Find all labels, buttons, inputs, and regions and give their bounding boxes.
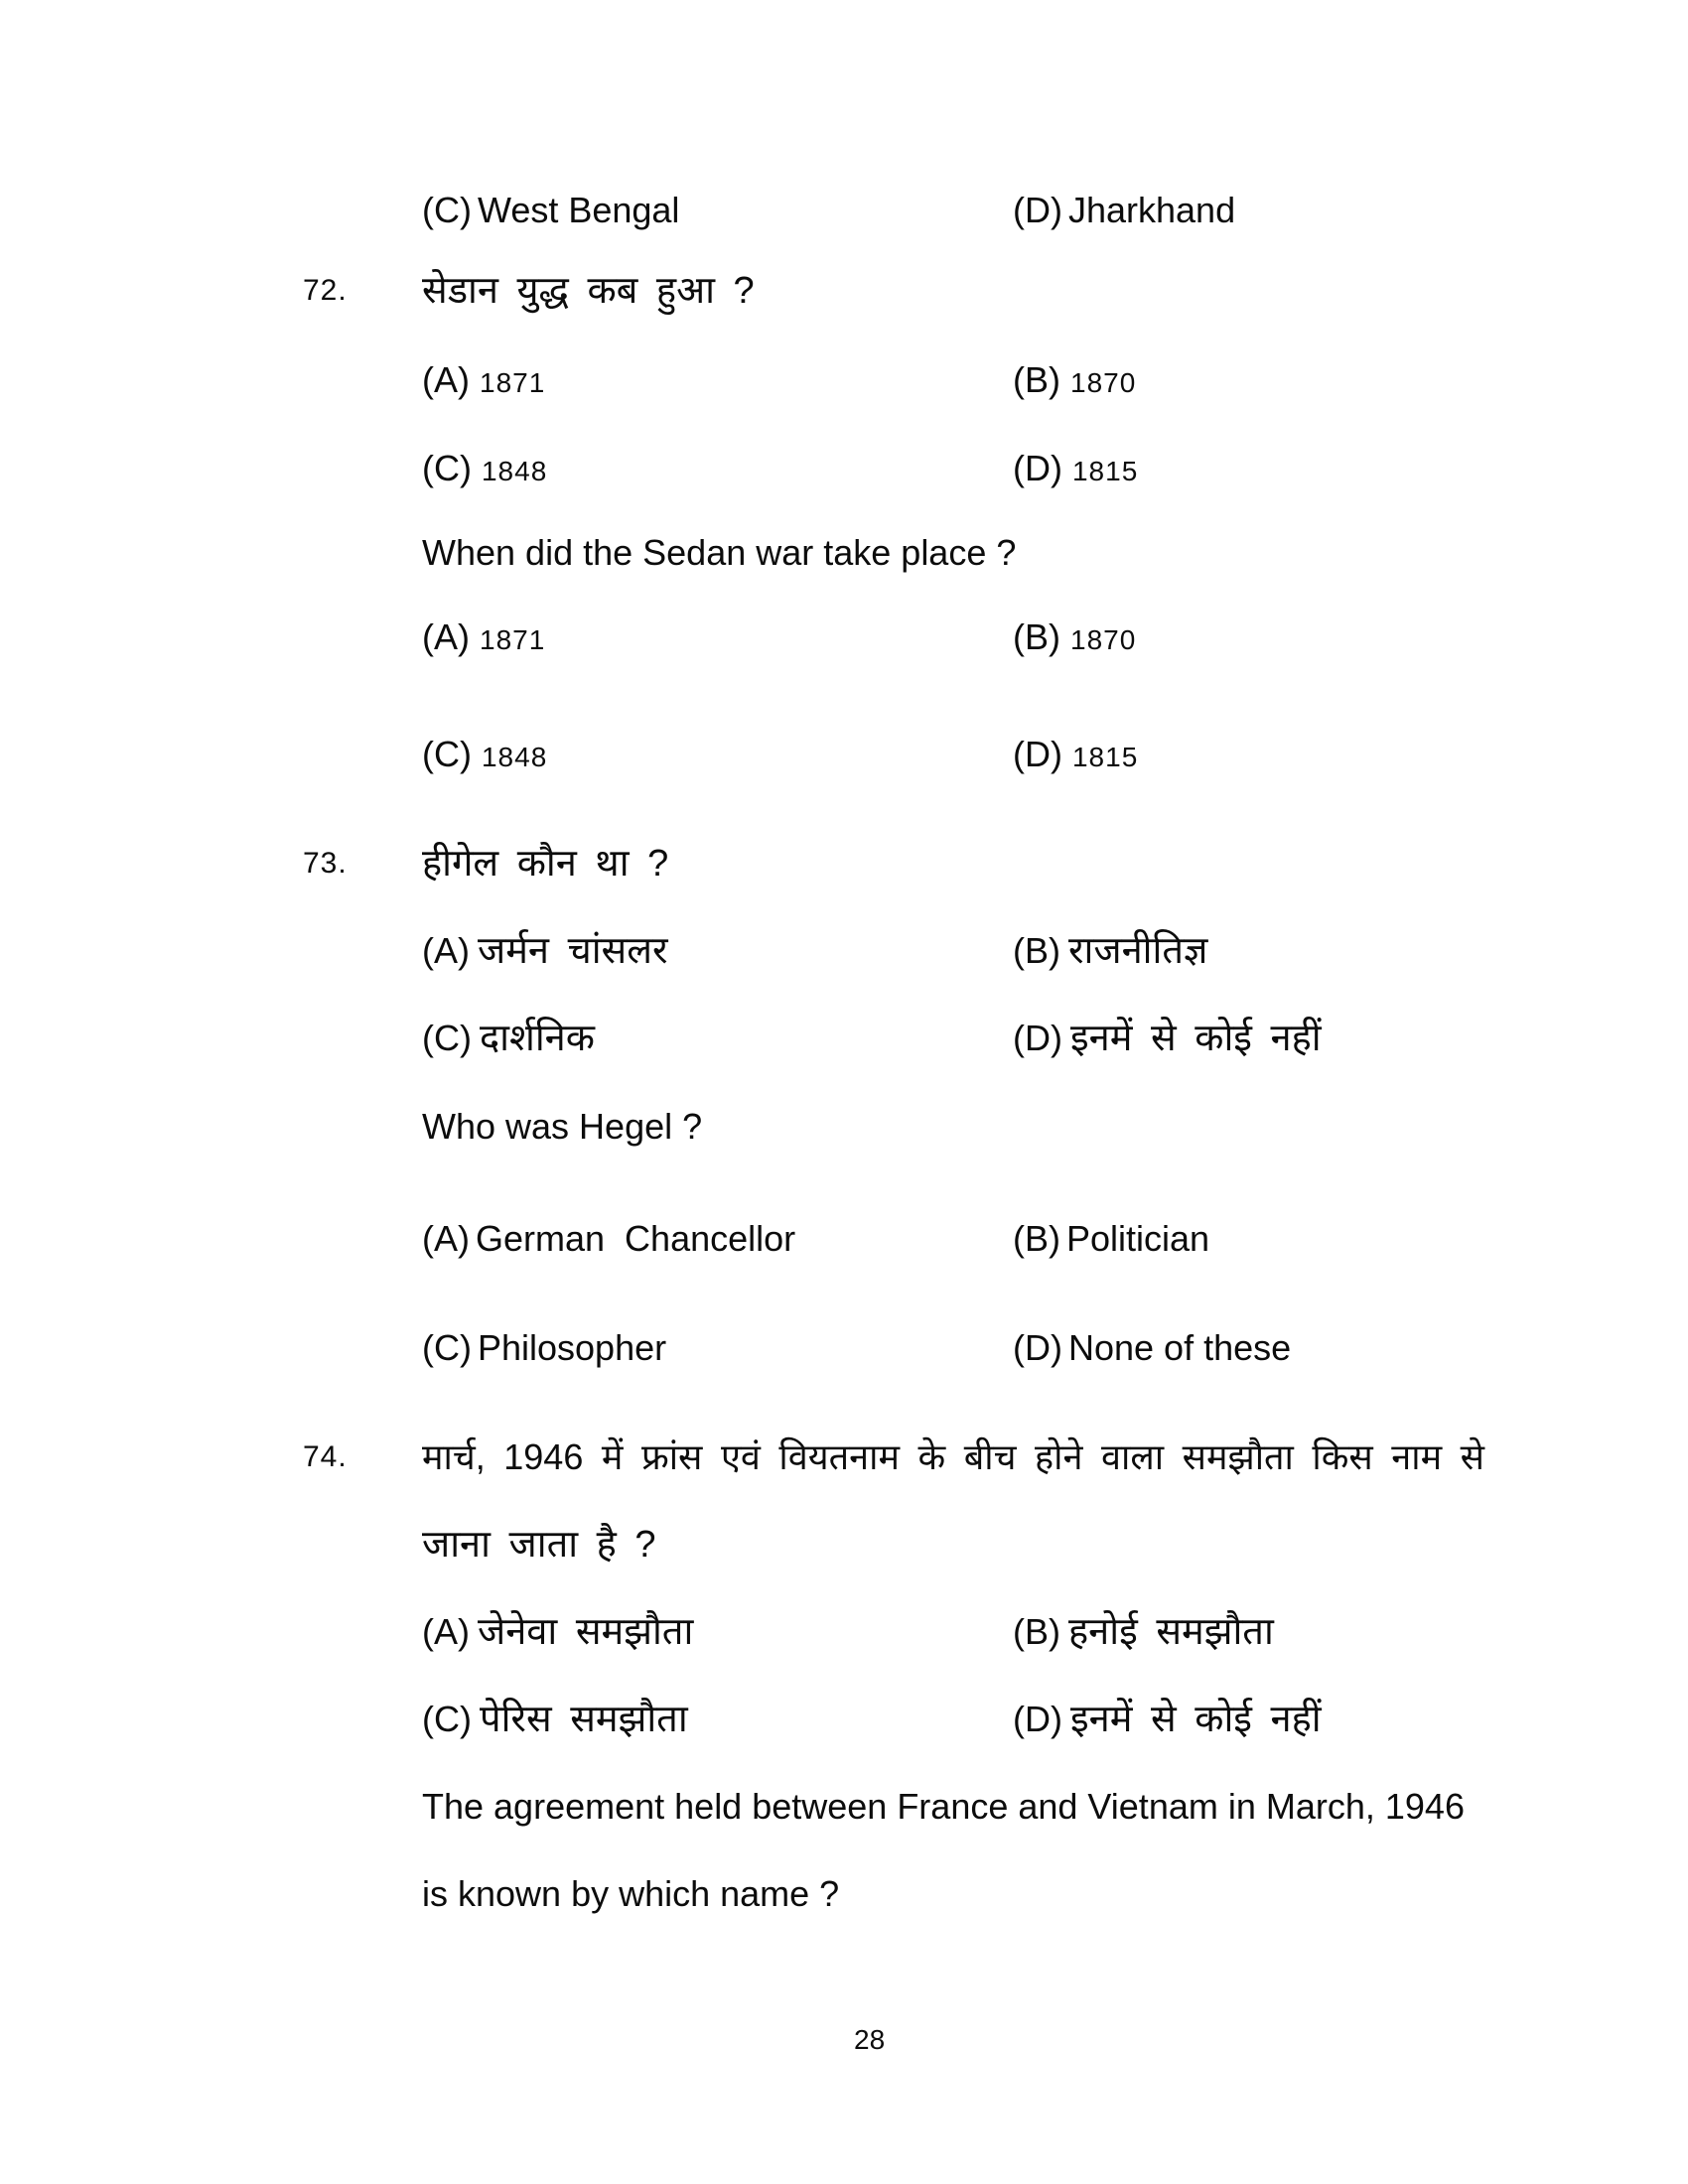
q72-hindi-option-d [1013, 445, 1138, 500]
q71-option-d [1013, 187, 1235, 242]
option-b-label: (B) [1013, 616, 1060, 657]
q73-english-option-b [1013, 1215, 1209, 1271]
q72-hindi-question: सेडान युद्ध कब हुआ ? [422, 270, 755, 312]
q73-english-question: Who was Hegel ? [422, 1106, 703, 1147]
option-d-text: इनमें से कोई नहीं [1069, 1018, 1322, 1059]
q72-english-question: When did the Sedan war take place ? [422, 532, 1017, 573]
option-c-text: दार्शनिक [479, 1018, 595, 1059]
q73-hindi-question: हीगेल कौन था ? [422, 843, 669, 885]
q73-english-option-c [422, 1324, 666, 1380]
q72-hindi-option-b [1013, 356, 1136, 412]
option-c-label: (C) [422, 1327, 472, 1368]
q73-hindi-option-c [422, 1015, 595, 1070]
option-a-label: (A) [422, 1218, 470, 1259]
q71-option-c [422, 187, 679, 242]
option-c-text: 1848 [481, 742, 548, 772]
q74-hindi-question-line2: जाना जाता है ? [422, 1524, 656, 1566]
option-b-label: (B) [1013, 359, 1060, 400]
option-a-label: (A) [422, 616, 470, 657]
option-c-text: पेरिस समझौता [479, 1699, 688, 1740]
option-c-text: Philosopher [477, 1327, 667, 1368]
option-d-label: (D) [1013, 1018, 1062, 1058]
q74-english-question-line2: is known by which name ? [422, 1873, 840, 1914]
option-b-text: 1870 [1070, 624, 1137, 655]
option-a-label: (A) [422, 930, 470, 971]
option-d-text: None of these [1067, 1327, 1292, 1368]
option-d-text: 1815 [1071, 456, 1139, 486]
question-number-72: 72. [303, 274, 348, 307]
q73-english-option-d [1013, 1324, 1291, 1380]
q72-english-option-b [1013, 614, 1136, 669]
option-a-text: जर्मन चांसलर [478, 930, 668, 972]
option-a-label: (A) [422, 359, 470, 400]
option-b-text: Politician [1066, 1218, 1210, 1259]
option-d-label: (D) [1013, 734, 1062, 774]
option-c-label: (C) [422, 190, 472, 230]
q72-hindi-option-c [422, 445, 547, 500]
option-b-text: राजनीतिज्ञ [1068, 930, 1208, 972]
q73-hindi-option-a [422, 927, 668, 983]
option-d-label: (D) [1013, 190, 1062, 230]
q73-hindi-option-b [1013, 927, 1207, 983]
option-d-label: (D) [1013, 1699, 1062, 1739]
option-a-text: 1871 [480, 367, 546, 398]
q74-hindi-question-line1: मार्च, 1946 में फ्रांस एवं वियतनाम के बीच होने वाला समझौता किस नाम से [422, 1436, 1484, 1477]
q74-hindi-option-a [422, 1608, 693, 1664]
option-b-label: (B) [1013, 1218, 1060, 1259]
option-b-text: 1870 [1070, 367, 1137, 398]
option-a-text: 1871 [480, 624, 546, 655]
option-d-label: (D) [1013, 448, 1062, 488]
q73-english-option-a [422, 1215, 795, 1271]
option-a-text: German Chancellor [476, 1218, 796, 1259]
option-a-text: जेनेवा समझौता [478, 1611, 694, 1653]
option-c-label: (C) [422, 1018, 472, 1058]
option-c-text: 1848 [481, 456, 548, 486]
q74-hindi-option-b [1013, 1608, 1274, 1664]
option-c-text: West Bengal [477, 190, 680, 230]
option-c-label: (C) [422, 1699, 472, 1739]
q72-english-option-a [422, 614, 545, 669]
question-number-74: 74. [303, 1440, 348, 1473]
option-d-text: इनमें से कोई नहीं [1069, 1699, 1322, 1740]
q73-hindi-option-d [1013, 1015, 1322, 1070]
option-c-label: (C) [422, 448, 472, 488]
option-b-label: (B) [1013, 1611, 1060, 1652]
option-c-label: (C) [422, 734, 472, 774]
q74-hindi-option-d [1013, 1696, 1322, 1751]
q72-hindi-option-a [422, 356, 545, 412]
option-a-label: (A) [422, 1611, 470, 1652]
option-d-text: Jharkhand [1067, 190, 1236, 230]
page-number: 28 [854, 2024, 886, 2055]
question-number-73: 73. [303, 847, 348, 880]
option-d-text: 1815 [1071, 742, 1139, 772]
option-b-label: (B) [1013, 930, 1060, 971]
q74-english-question-line1: The agreement held between France and Vietnam in March, 1946 [422, 1786, 1465, 1827]
q72-english-option-d [1013, 731, 1138, 786]
q72-english-option-c [422, 731, 547, 786]
option-b-text: हनोई समझौता [1068, 1611, 1274, 1653]
option-d-label: (D) [1013, 1327, 1062, 1368]
q74-hindi-option-c [422, 1696, 688, 1751]
